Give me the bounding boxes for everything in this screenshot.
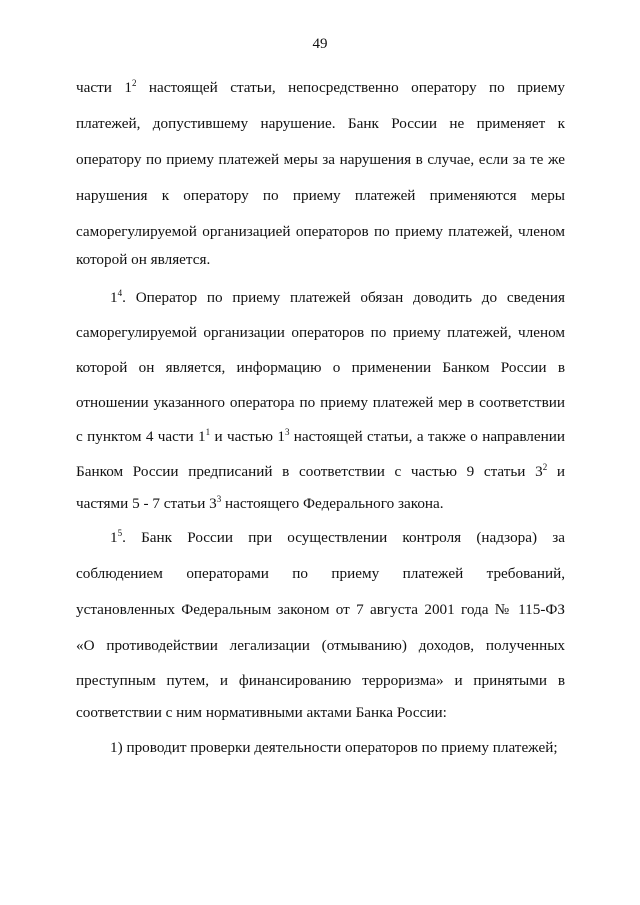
text-line: «О противодействии легализации (отмыванию) доходов, полученных <box>76 637 565 654</box>
text-line: нарушения к оператору по приему платежей применяются меры <box>76 187 565 204</box>
text-line: части $1^2$ настоящей статьи, непосредственно оператору по приему <box>76 78 566 96</box>
text-line: с пунктом 4 части $1^1$ и частью $1^3$ настоящей статьи, а также о направлении <box>76 427 565 445</box>
text-line: саморегулируемой организацией операторов по приему платежей, членом <box>76 223 565 240</box>
text-line: оператору по приему платежей меры за нарушения в случае, если за те же <box>76 151 565 168</box>
text-line: соблюдением операторами по приему платежей требований, <box>76 565 565 582</box>
text-line: платежей, допустившему нарушение. Банк России не применяет к <box>76 115 565 132</box>
page-number: 49 <box>312 36 328 52</box>
text-line: отношении указанного оператора по приему платежей мер в соответствии <box>76 394 565 411</box>
text-line: частями 5 - 7 статьи $3^3$ настоящего Федерального закона. <box>76 494 444 512</box>
text-line: преступным путем, и финансированию терроризма» и принятыми в <box>76 672 565 689</box>
text-line: соответствии с ним нормативными актами Банка России: <box>76 704 447 721</box>
text-line: $1^5$. Банк России при осуществлении контроля (надзора) за <box>110 528 565 546</box>
text-line: Банком России предписаний в соответствии с частью 9 статьи $3^2$ и <box>76 462 565 480</box>
text-line: саморегулируемой организации операторов по приему платежей, членом <box>76 324 565 341</box>
text-line: которой он является. <box>76 251 211 268</box>
text-line: которой он является, информацию о применении Банком России в <box>76 359 565 376</box>
text-line: $1^4$. Оператор по приему платежей обязан доводить до сведения <box>110 288 565 306</box>
text-line: 1) проводит проверки деятельности операторов по приему платежей; <box>110 739 558 756</box>
text-line: установленных Федеральным законом от 7 августа 2001 года № 115-ФЗ <box>76 601 565 618</box>
